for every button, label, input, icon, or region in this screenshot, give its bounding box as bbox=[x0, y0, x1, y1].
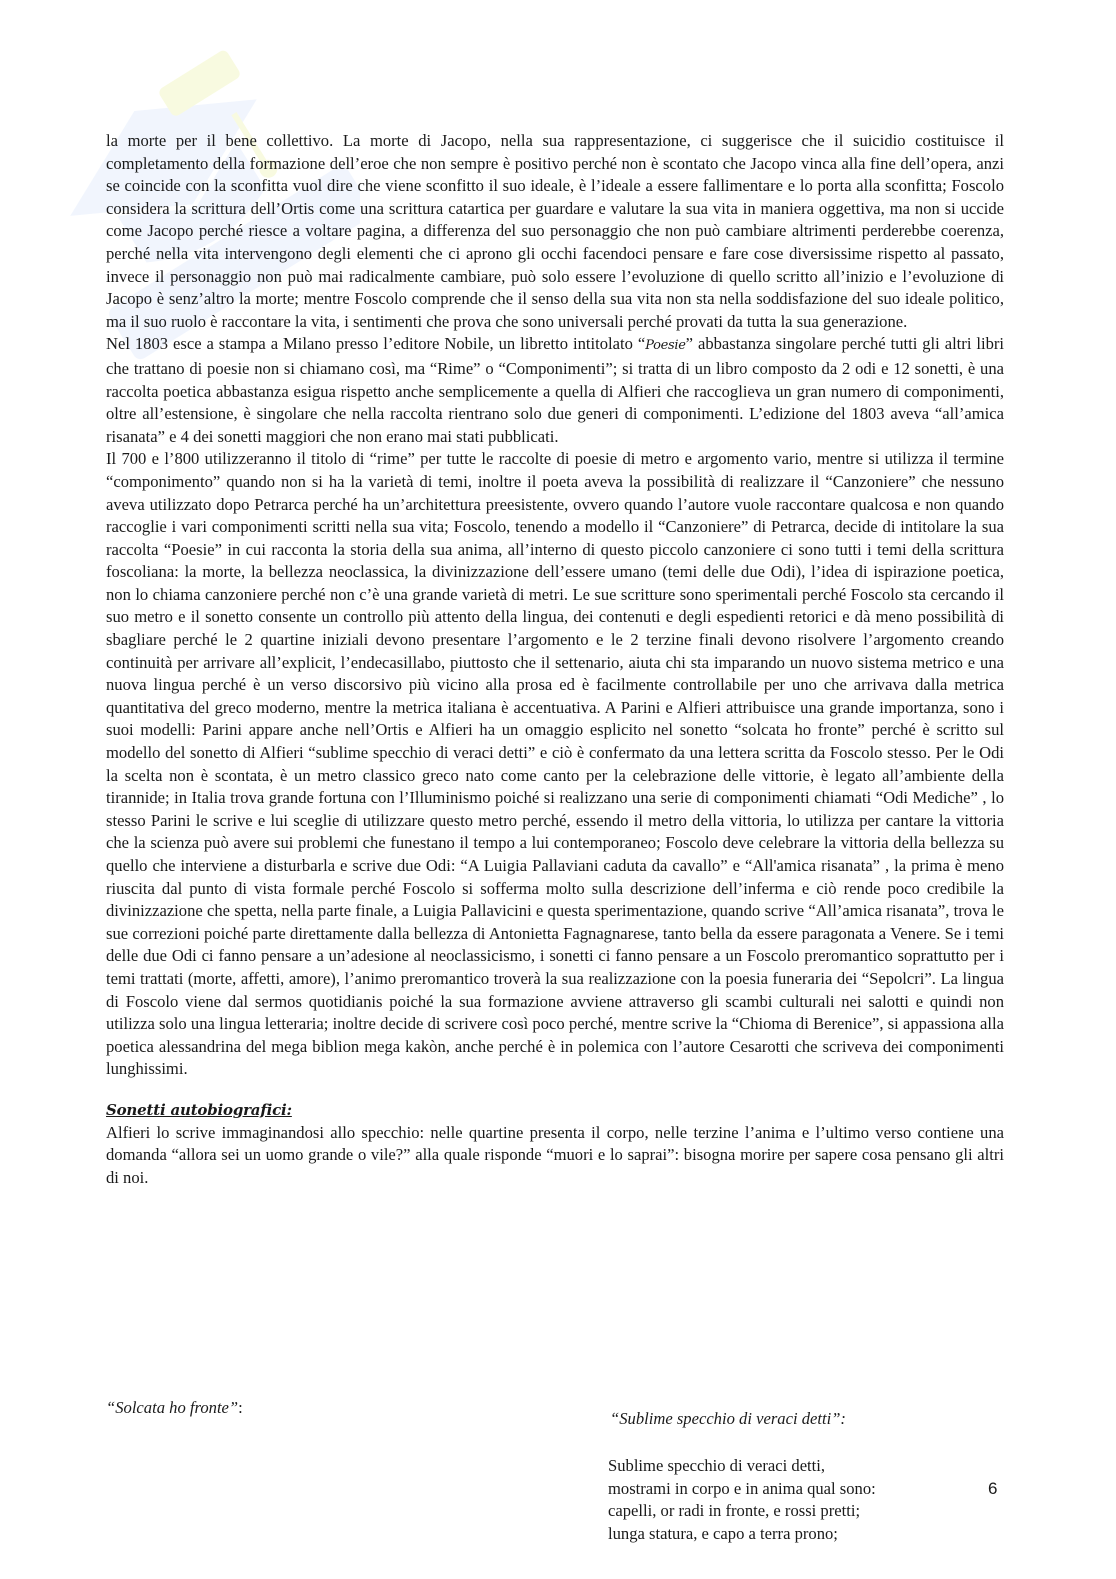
paragraph-1803-before: Nel 1803 esce a stampa a Milano presso l’editore Nobile, un libretto intitolato “ bbox=[106, 334, 646, 354]
paragraph-jacopo: la morte per il bene collettivo. La morte di Jacopo, nella sua rappresentazione, ci suggerisce che il suicidio costituisce il completamento della formazione dell’eroe che non sempre è positivo perché non è scontato che Jacopo vinca alla fine dell’opera, anzi se coincide con la sconfitta vuol dire che viene sconfitto il suo ideale, è l’ideale a essere fallimentare e lo porta alla sconfitta; Foscolo considera la scrittura dell’Ortis come una scrittura catartica per guardare e valutare la sua vita in maniera oggettiva, ma non si uccide come Jacopo perché riesce a voltare pagina, a differenza del suo personaggio che non può cambiare altrimenti perderebbe coerenza, perché nella vita intervengono degli elementi che ci aprono gli occhi facendoci pensare e fare cose diversissime rispetto al passato, invece il personaggio non può mai radicalmente cambiare, può solo essere l’evoluzione di quello scritto all’inizio e l’evoluzione di Jacopo è senz’altro la morte; mentre Foscolo comprende che il senso della sua vita non sta nella soddisfazione del suo ideale politico, ma il suo ruolo è raccontare la vita, i sentimenti che prova che sono universali perché provati da tutta la sua generazione. bbox=[106, 131, 1004, 331]
document-body bbox=[106, 130, 1004, 1189]
poem-line: lunga statura, e capo a terra prono; bbox=[608, 1523, 838, 1543]
poem-title-text: “Solcata ho fronte” bbox=[106, 1398, 239, 1417]
poem-title-colon: : bbox=[238, 1398, 243, 1417]
poem-title-sublime-specchio: “Sublime specchio di veraci detti”: bbox=[610, 1409, 846, 1428]
poem-line: mostrami in corpo e in anima qual sono: bbox=[608, 1478, 876, 1498]
poem-line: Sublime specchio di veraci detti, bbox=[608, 1456, 826, 1475]
poem-sublime-specchio bbox=[608, 1455, 876, 1545]
poem-title-solcata-ho-fronte bbox=[106, 1398, 243, 1418]
paragraph-alfieri-specchio: Alfieri lo scrive immaginandosi allo specchio: nelle quartine presenta il corpo, nelle terzine l’anima e l’ultimo verso contiene una domanda “allora sei un uomo grande o vile?” alla quale risponde “muori e lo saprai”: bisogna morire per sapere cosa pensano gli altri di noi. bbox=[106, 1122, 1004, 1187]
handwritten-title-poesie: Poesie bbox=[645, 338, 686, 354]
paragraph-1803-after: ” abbastanza singolare perché tutti gli altri libri che trattano di poesie non si chiamano così, ma “Rime” o “Componimenti”; si tratta di un libro composto da 2 odi e 12 sonetti, è una raccolta poetica abbastanza esigua rispetto anche semplicemente a quella di Alfieri che raccoglieva un gran numero di componimenti, oltre all’estensione, è singolare che nella raccolta rientrano solo due generi di componimenti. L’edizione del 1803 aveva “all’amica risanata” e 4 dei sonetti maggiori che non erano mai stati pubblicati. bbox=[106, 334, 1005, 446]
page-number: 6 bbox=[988, 1479, 998, 1498]
paragraph-rime-canzoniere: Il 700 e l’800 utilizzeranno il titolo di “rime” per tutte le raccolte di poesie di metro e argomento vario, mentre si utilizza il termine “componimento” quando non si ha la varietà di temi, inoltre il poeta aveva la possibilità di realizzare il “Canzoniere” che nessuno aveva utilizzato dopo Petrarca perché ha un’architettura preesistente, ovvero quando l’autore vuole raccontare qualcosa e non quando raccoglie i vari componimenti scritti nella sua vita; Foscolo, tenendo a modello il “Canzoniere” di Petrarca, decide di intitolare la sua raccolta “Poesie” in cui racconta la storia della sua anima, all’interno di questo piccolo canzoniere ci sono tutti i temi della scrittura foscoliana: la morte, la bellezza neoclassica, la divinizzazione dell’essere umano (temi delle due Odi), l’idea di ispirazione poetica, non lo chiama canzoniere perché non c’è una grande varietà di metri. Le sue scritture sono sperimentali perché Foscolo sta cercando il suo metro e il sonetto consente un controllo più attento della lingua, dei contenuti e degli espedienti retorici e dà meno possibilità di sbagliare perché le 2 quartine iniziali devono presentare l’argomento e le 2 terzine finali devono risolvere l’argomento creando continuità per arrivare all’explicit, l’endecasillabo, piuttosto che il settenario, aiuta chi sta imparando un nuovo sistema metrico e una nuova lingua perché è un verso discorsivo più vicino alla prosa ed è facilmente controllabile per uno che arrivava dalla metrica quantitativa del greco moderno, mentre la metrica italiana è accentuativa. A Parini e Alfieri attribuisce una grande importanza, sono i suoi modelli: Parini appare anche nell’Ortis e Alfieri ha un omaggio esplicito nel sonetto “solcata ho fronte” perché è scritto sul modello del sonetto di Alfieri “sublime specchio di veraci detti” e ciò è confermato da una lettera scritta da Foscolo stesso. Per le Odi la scelta non è scontata, è un metro classico greco nato come canto per la celebrazione delle vittorie, è legato all’ambiente della tirannide; in Italia trova grande fortuna con l’Illuminismo poiché si realizzano una serie di componimenti chiamati “Odi Mediche” , lo stesso Parini le scrive e lui sceglie di utilizzare questo metro perché, essendo il metro della vittoria, lo utilizza per cantare la vittoria che la scienza può avere sui problemi che funestano il tempo a lui contemporaneo; Foscolo deve celebrare la vittoria della bellezza su quello che interviene a disturbarla e scrive due Odi: “A Luigia Pallaviani caduta da cavallo” e “All'amica risanata” , la prima è meno riuscita dal punto di vista formale perché Foscolo si sofferma molto sulla descrizione dell’inferma e ciò rende poco credibile la divinizzazione che spetta, nella parte finale, a Luigia Pallavicini e questa sperimentazione, quando scrive “All’amica risanata”, trova le sue correzioni poiché parte direttamente dalla bellezza di Antonietta Fagnagnarese, tanto bella da essere paragonata a Venere. Se i temi delle due Odi ci fanno pensare a un’adesione al neoclassicismo, i sonetti ci fanno pensare a un Foscolo preromantico soprattutto per i temi trattati (morte, affetti, amore), l’animo preromantico troverà la sua realizzazione con la poesia funeraria dei “Sepolcri”. La lingua di Foscolo viene dal sermos quotidianis poiché la sua formazione avviene attraverso gli scambi culturali nei salotti e quindi non utilizza solo una lingua letteraria; inoltre decide di scrivere così poco perché, mentre scrive la “Chioma di Berenice”, si appassiona alla poetica alessandrina del mega biblion mega kakòn, anche perché è in polemica con l’autore Cesarotti che scriveva dei componimenti lunghissimi. bbox=[106, 449, 1004, 1079]
section-title-sonetti-autobiografici: Sonetti autobiografici: bbox=[106, 1100, 292, 1119]
poem-line: capelli, or radi in fronte, e rossi pretti; bbox=[608, 1501, 861, 1521]
paragraph-1803 bbox=[106, 333, 1004, 448]
